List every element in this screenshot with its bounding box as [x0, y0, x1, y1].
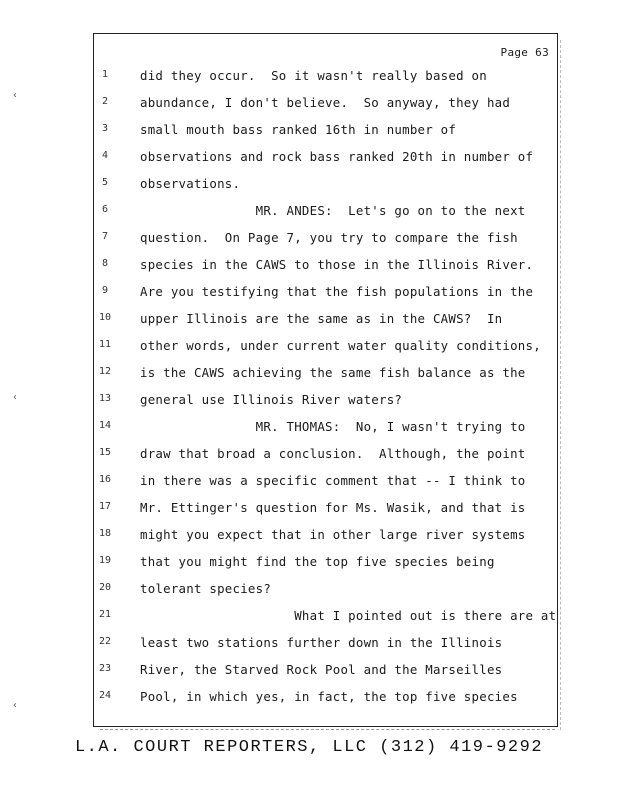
line-number: 22 — [98, 636, 112, 647]
transcript-line: least two stations further down in the Illinois — [140, 635, 503, 650]
line-number: 7 — [101, 231, 109, 242]
transcript-line: tolerant species? — [140, 581, 272, 596]
line-number: 16 — [98, 474, 112, 485]
left-margin-mark: ‹ — [12, 392, 19, 403]
transcript-line: Mr. Ettinger's question for Ms. Wasik, and that is — [140, 500, 526, 515]
transcript-line: other words, under current water quality conditions, — [140, 338, 541, 353]
line-number: 18 — [98, 528, 112, 539]
line-number: 4 — [101, 150, 109, 161]
right-margin-rule — [560, 40, 565, 730]
transcript-line: question. On Page 7, you try to compare the fish — [140, 230, 518, 245]
line-number: 17 — [98, 501, 112, 512]
line-number: 23 — [98, 663, 112, 674]
line-number: 1 — [101, 69, 109, 80]
left-margin-mark: ‹ — [12, 700, 19, 711]
line-number: 8 — [101, 258, 109, 269]
transcript-line: draw that broad a conclusion. Although, the point — [140, 446, 526, 461]
line-number: 24 — [98, 690, 112, 701]
transcript-line: Are you testifying that the fish populations in the — [140, 284, 534, 299]
transcript-line: in there was a specific comment that -- I think to — [140, 473, 526, 488]
transcript-line: What I pointed out is there are at — [140, 608, 557, 623]
transcript-line: did they occur. So it wasn't really based on — [140, 68, 487, 83]
transcript-line: upper Illinois are the same as in the CAWS? In — [140, 311, 503, 326]
line-number: 19 — [98, 555, 112, 566]
line-number: 3 — [101, 123, 109, 134]
transcript-line: general use Illinois River waters? — [140, 392, 403, 407]
transcript-line: observations. — [140, 176, 241, 191]
transcript-line: species in the CAWS to those in the Illinois River. — [140, 257, 534, 272]
transcript-line: observations and rock bass ranked 20th in number of — [140, 149, 534, 164]
line-number: 20 — [98, 582, 112, 593]
page-number: Page 63 — [500, 46, 549, 59]
line-number: 5 — [101, 177, 109, 188]
transcript-line: might you expect that in other large river systems — [140, 527, 526, 542]
line-number: 10 — [98, 312, 112, 323]
line-number: 14 — [98, 420, 112, 431]
transcript-line: is the CAWS achieving the same fish balance as the — [140, 365, 526, 380]
transcript-line: MR. THOMAS: No, I wasn't trying to — [140, 419, 526, 434]
line-number: 6 — [101, 204, 109, 215]
transcript-line: abundance, I don't believe. So anyway, they had — [140, 95, 511, 110]
transcript-line: small mouth bass ranked 16th in number of — [140, 122, 457, 137]
line-number: 15 — [98, 447, 112, 458]
line-number: 9 — [101, 285, 109, 296]
line-number: 2 — [101, 96, 109, 107]
transcript-line: Pool, in which yes, in fact, the top five species — [140, 689, 518, 704]
bottom-margin-rule — [100, 729, 555, 730]
line-number: 21 — [98, 609, 112, 620]
line-number: 12 — [98, 366, 112, 377]
transcript-line: that you might find the top five species being — [140, 554, 495, 569]
left-margin-mark: ‹ — [12, 90, 19, 101]
transcript-line: River, the Starved Rock Pool and the Marseilles — [140, 662, 503, 677]
transcript-line: MR. ANDES: Let's go on to the next — [140, 203, 526, 218]
line-number: 11 — [98, 339, 112, 350]
line-number: 13 — [98, 393, 112, 404]
court-reporter-footer: L.A. COURT REPORTERS, LLC (312) 419-9292 — [74, 738, 544, 757]
